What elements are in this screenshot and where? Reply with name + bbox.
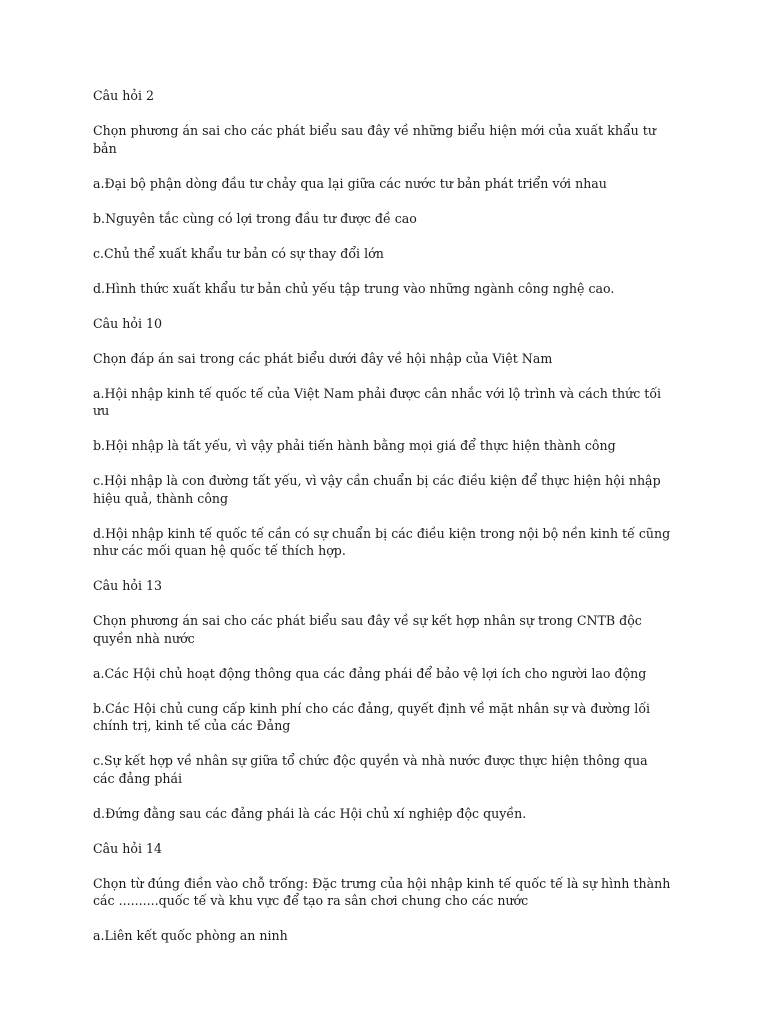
answer-option-10a: a.Hội nhập kinh tế quốc tế của Việt Nam phải được cân nhắc với lộ trình và cách thức tối ưu bbox=[93, 385, 662, 418]
document-page bbox=[93, 87, 673, 962]
answer-option-13c: c.Sự kết hợp về nhân sự giữa tổ chức độc quyền và nhà nước được thực hiện thông qua các đảng phái bbox=[93, 753, 648, 786]
answer-option-2c: c.Chủ thể xuất khẩu tư bản có sự thay đổi lớn bbox=[93, 245, 384, 261]
answer-option-13a: a.Các Hội chủ hoạt động thông qua các đảng phái để bảo vệ lợi ích cho người lao động bbox=[93, 665, 647, 681]
answer-option-10b: b.Hội nhập là tất yếu, vì vậy phải tiến hành bằng mọi giá để thực hiện thành công bbox=[93, 438, 616, 453]
answer-option-2d: d.Hình thức xuất khẩu tư bản chủ yếu tập trung vào những ngành công nghệ cao. bbox=[93, 280, 615, 296]
answer-option-14a: a.Liên kết quốc phòng an ninh bbox=[93, 928, 288, 943]
question-heading-2: Câu hỏi 2 bbox=[93, 88, 154, 103]
answer-option-10d: d.Hội nhập kinh tế quốc tế cần có sự chuẩn bị các điều kiện trong nội bộ nền kinh tế cũng như các mối quan hệ quốc tế thích hợp. bbox=[93, 525, 671, 558]
question-text-13: Chọn phương án sai cho các phát biểu sau đây về sự kết hợp nhân sự trong CNTB độc quyền nhà nước bbox=[93, 613, 642, 646]
question-text-10: Chọn đáp án sai trong các phát biểu dưới đây về hội nhập của Việt Nam bbox=[93, 350, 553, 366]
question-text-14: Chọn từ đúng điền vào chỗ trống: Đặc trưng của hội nhập kinh tế quốc tế là sự hình thành các ..........quốc tế và khu vực để tạo ra sân chơi chung cho các nước bbox=[93, 875, 671, 908]
question-heading-14: Câu hỏi 14 bbox=[93, 840, 163, 856]
question-text-2: Chọn phương án sai cho các phát biểu sau đây về những biểu hiện mới của xuất khẩu tư bản bbox=[93, 123, 656, 156]
answer-option-2a: a.Đại bộ phận dòng đầu tư chảy qua lại giữa các nước tư bản phát triển với nhau bbox=[93, 175, 607, 191]
question-heading-13: Câu hỏi 13 bbox=[93, 578, 163, 593]
answer-option-13d: d.Đứng đằng sau các đảng phái là các Hội chủ xí nghiệp độc quyền. bbox=[93, 805, 527, 821]
answer-option-13b: b.Các Hội chủ cung cấp kinh phí cho các đảng, quyết định về mặt nhân sự và đường lối chính trị, kinh tế của các Đảng bbox=[93, 700, 651, 733]
answer-option-2b: b.Nguyên tắc cùng có lợi trong đầu tư được đề cao bbox=[93, 210, 417, 226]
question-heading-10: Câu hỏi 10 bbox=[93, 315, 163, 331]
answer-option-10c: c.Hội nhập là con đường tất yếu, vì vậy cần chuẩn bị các điều kiện để thực hiện hội nhập hiệu quả, thành công bbox=[93, 473, 661, 506]
